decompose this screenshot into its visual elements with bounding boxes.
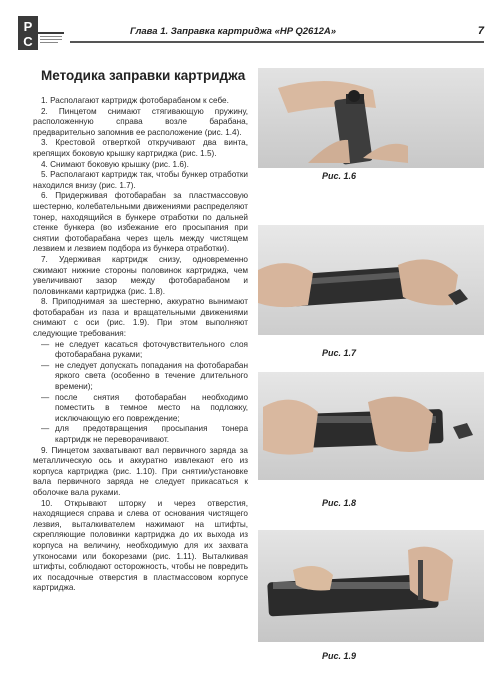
header-rule: [70, 41, 484, 43]
figure-1-6: [258, 68, 484, 181]
paragraph: 4. Снимают боковую крышку (рис. 1.6).: [41, 159, 189, 169]
figure-caption: Рис. 1.7: [321, 348, 356, 358]
list-item: — после снятия фотобарабан необходимо поместить в темное место на подложку, исключающую его повреждение;: [41, 392, 248, 423]
list-item-text: не следует допускать попадания на фотобарабан яркого света (особенно в течение длительного времени);: [55, 360, 248, 392]
figure-1-9: [258, 530, 484, 661]
running-title: Глава 1. Заправка картриджа «HP Q2612A»: [130, 26, 337, 37]
paragraph: 3. Крестовой отверткой откручивают два винта, крепящих боковую крышку картриджа (рис. 1.5).: [33, 138, 248, 158]
publisher-logo-icon: [18, 16, 64, 50]
figure-1-7: [258, 225, 484, 358]
list-item-text: после снятия фотобарабан необходимо поместить в темное место на подложку, исключающую его повреждение;: [55, 392, 248, 423]
list-item: — для предотвращения просыпания тонера картридж не переворачивают.: [41, 424, 248, 444]
paragraph: 8. Приподнимая за шестерню, аккуратно вынимают фотобарабан из паза и вращательными движениями снимают с оси (рис. 1.9). При этом выполняют следующие требования:: [33, 297, 248, 339]
figure-caption: Рис. 1.6: [321, 171, 356, 181]
figure-caption: Рис. 1.8: [321, 498, 356, 508]
paragraph: 10. Открывают шторку и через отверстия, находящиеся справа и слева от основания чистящего лезвия, выталкивателем нажимают на штифты, скрепляющие половинки картриджа до их выхода из корпуса на величину, необходимую для их захвата утконосами или бокорезами (рис. 1.11). Выталкивая штифты, соблюдают осторожность, чтобы не повредить их посадочные отверстия в пластмассовом корпусе картриджа.: [33, 498, 248, 593]
article-body: [33, 68, 248, 594]
paragraph: 9. Пинцетом захватывают вал первичного заряда за металлическую ось и аккуратно извлекают его из корпуса картриджа (рис. 1.10). При снятии/установке вала первичного заряда не следует прикасаться к оболочке вала руками.: [33, 445, 248, 497]
cartridge-photo-icon: [258, 68, 484, 168]
figure-caption: Рис. 1.9: [321, 651, 356, 661]
list-item: — не следует допускать попадания на фотобарабан яркого света (особенно в течение длительного времени);: [41, 360, 248, 392]
svg-text:Р: Р: [23, 19, 33, 34]
paragraph: 5. Располагают картридж так, чтобы бункер отработки находился внизу (рис. 1.7).: [33, 170, 248, 190]
paragraph: 2. Пинцетом снимают стягивающую пружину, расположенную справа возле барабана, предварительно запомнив ее расположение (рис. 1.4).: [33, 106, 248, 137]
cartridge-photo-icon: [258, 530, 484, 642]
cartridge-photo-icon: [258, 225, 484, 335]
page-number: 7: [477, 25, 484, 37]
figure-1-8: [258, 372, 484, 508]
svg-text:С: С: [23, 34, 33, 49]
paragraph: 6. Придерживая фотобарабан за пластмассовую шестерню, колебательными движениями распределяют тонер, находящийся в бункере отработки по дальней стенке бункера (во избежание его просыпания при снятии фотобарабана через щель между чистящем лезвием и лезвием подбора из бункера отработки).: [33, 191, 248, 254]
requirements-list: [33, 340, 248, 446]
list-item-text: не следует касаться фоточувствительного слоя фотобарабана руками;: [55, 339, 248, 360]
page-header: [18, 16, 484, 52]
cartridge-photo-icon: [258, 372, 484, 480]
section-title: Методика заправки картриджа: [41, 68, 246, 83]
list-item: — не следует касаться фоточувствительного слоя фотобарабана руками;: [41, 339, 248, 360]
paragraph: 1. Располагают картридж фотобарабаном к себе.: [41, 96, 229, 105]
paragraph: 7. Удерживая картридж снизу, одновременно сжимают нижние стороны половинок картриджа, чем увеличивают зазор между фотобарабаном и половинками картриджа (рис. 1.8).: [33, 254, 248, 296]
list-item-text: для предотвращения просыпания тонера картридж не переворачивают.: [55, 424, 248, 444]
